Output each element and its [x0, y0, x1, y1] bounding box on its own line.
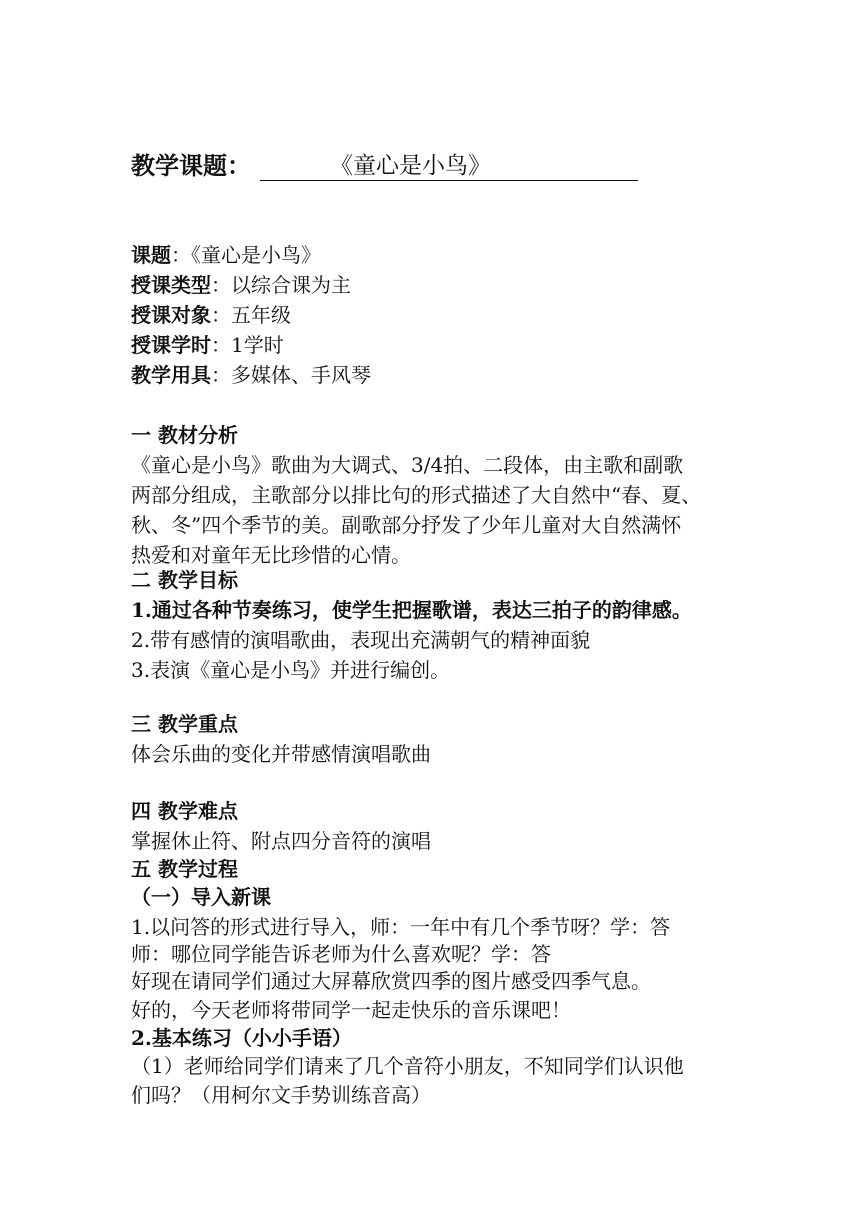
section-1-heading: 一 教材分析: [131, 423, 238, 447]
section-4-line: 掌握休止符、附点四分音符的演唱: [131, 829, 431, 853]
section-3-line: 体会乐曲的变化并带感情演唱歌曲: [131, 742, 431, 766]
section-5-heading: 五 教学过程: [131, 857, 238, 881]
section-4-heading: 四 教学难点: [131, 799, 238, 823]
section-2-line: 3.表演《童心是小鸟》并进行编创。: [131, 658, 451, 682]
lesson-title-field: [260, 150, 638, 181]
info-type-value: ：以综合课为主: [211, 273, 351, 297]
section-1-line: 热爱和对童年无比珍惜的心情。: [131, 543, 411, 567]
section-2-line: 1.通过各种节奏练习，使学生把握歌谱，表达三拍子的韵律感。: [131, 598, 692, 622]
section-5-sub2-line: 们吗？（用柯尔文手势训练音高）: [131, 1083, 431, 1107]
section-5-line: 好现在请同学们通过大屏幕欣赏四季的图片感受四季气息。: [131, 969, 651, 993]
section-2-line: 2.带有感情的演唱歌曲，表现出充满朝气的精神面貌: [131, 628, 591, 652]
section-3-heading: 三 教学重点: [131, 712, 238, 736]
info-hours-label: 授课学时: [131, 333, 211, 357]
info-audience-value: ：五年级: [211, 303, 291, 327]
lesson-title-value: 《童心是小鸟》: [330, 153, 491, 179]
info-tools-value: ：多媒体、手风琴: [211, 363, 371, 387]
info-hours-value: ：1学时: [211, 333, 284, 357]
section-1-line: 《童心是小鸟》歌曲为大调式、3/4拍、二段体，由主歌和副歌: [131, 453, 684, 477]
info-topic-label: 课题: [131, 243, 171, 267]
section-5-line: 好的，今天老师将带同学一起走快乐的音乐课吧！: [131, 998, 571, 1022]
section-5-subheading: （一）导入新课: [131, 885, 271, 909]
info-hours: [131, 331, 284, 359]
section-1-line: 秋、冬”四个季节的美。副歌部分抒发了少年儿童对大自然满怀: [131, 513, 682, 537]
section-1-line: 两部分组成，主歌部分以排比句的形式描述了大自然中“春、夏、: [131, 483, 702, 507]
info-type-label: 授课类型: [131, 273, 211, 297]
section-5-subheading-2: 2.基本练习（小小手语）: [131, 1026, 352, 1050]
lesson-title-row: [131, 150, 491, 182]
info-tools-label: 教学用具: [131, 363, 211, 387]
info-topic-value: ：《童心是小鸟》: [171, 243, 321, 267]
section-5-line: 师：哪位同学能告诉老师为什么喜欢呢？学：答: [131, 942, 551, 966]
lesson-title-label: 教学课题：: [131, 151, 251, 180]
section-5-line: 1.以问答的形式进行导入，师：一年中有几个季节呀？学：答: [131, 915, 671, 939]
info-audience-label: 授课对象: [131, 303, 211, 327]
section-2-heading: 二 教学目标: [131, 568, 238, 592]
info-topic: [131, 241, 321, 269]
info-type: [131, 271, 351, 299]
section-5-sub2-line: （1）老师给同学们请来了几个音符小朋友，不知同学们认识他: [131, 1054, 684, 1078]
info-audience: [131, 301, 291, 329]
info-tools: [131, 361, 371, 389]
